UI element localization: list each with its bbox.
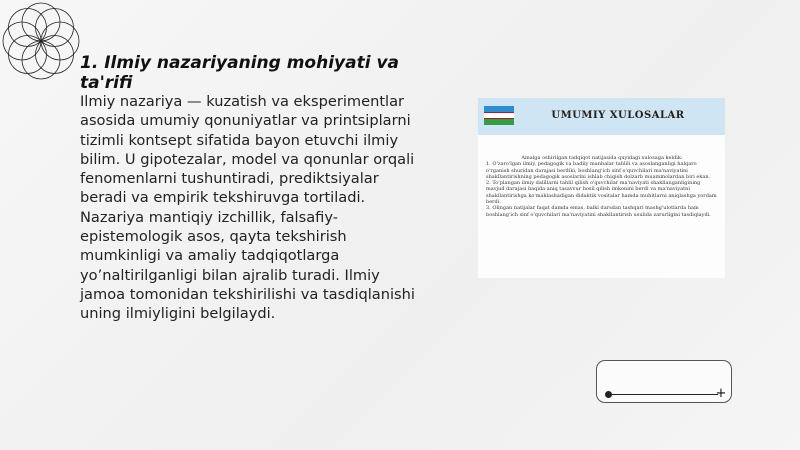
record-dot-icon[interactable]	[605, 391, 612, 398]
uzbekistan-flag-icon	[484, 106, 514, 125]
document-image	[478, 98, 725, 278]
document-paragraph: 3. Olingan natijalar faqat damda emas, balki darsdan tashqari mashg'ulotlarda ham boshlang'ich sinf o'quvchilari ma'naviyatini shakllantirish usulida zarurligini tasdiqlaydi.	[486, 205, 711, 218]
progress-track[interactable]	[612, 394, 718, 395]
document-header	[478, 98, 725, 135]
spirograph-ornament-icon	[2, 2, 80, 80]
document-body	[486, 155, 718, 218]
media-player-control[interactable]	[596, 360, 732, 403]
document-paragraph: 2. To'plangan ilmiy dalillarni tahlil qilish o'quvchilar ma'naviyati shakllanganligining mavjud darajasi haqida aniq tasavvur hosil qilish imkonini berdi va ma'naviyatni shakllantirishga ko'maklashadigan didaktik vositalar hamda muhitlarni aniqlashga yordam berdi.	[486, 180, 717, 206]
slide-body-text: Ilmiy nazariya — kuzatish va eksperimentlar asosida umumiy qonuniyatlar va printsiplarni tizimli kontsept sifatida bayon etuvchi ilmiy bilim. U gipotezalar, model va qonunlar orqali fenomenlarni tushuntiradi, prediktsiyalar beradi va empirik tekshiruvga tortiladi. Nazariya mantiqiy izchillik, falsafiy-epistemologik asos, qayta tekshirish mumkinligi va amaliy tadqiqotlarga yo’naltirilganligi bilan ajralib turadi. Ilmiy jamoa tomonidan tekshirilishi va tasdiqlanishi uning ilmiyligini belgilaydi.	[80, 93, 415, 323]
document-paragraph: 1. O'zaro'lgan ilmiy, pedagogik va badiiy manbalar tahlili va asoslanganligi halqaro o'rganish shuridan darajasi berdiki, boshlang'ich sinf o'quvchilari ma'naviyatini shakllantirishning pedagogik asoslarini ishlab chiqish dolzarb muammolardan biri ekan.	[486, 161, 711, 180]
document-header-title: UMUMIY XULOSALAR	[551, 110, 685, 121]
slide-title: 1. Ilmiy nazariyaning mohiyati va ta'rifi	[80, 53, 400, 93]
document-intro: Amalga oshirilgan tadqiqot natijasida quyidagi xulosaga keldik:	[521, 155, 683, 161]
plus-icon[interactable]: +	[715, 386, 727, 401]
